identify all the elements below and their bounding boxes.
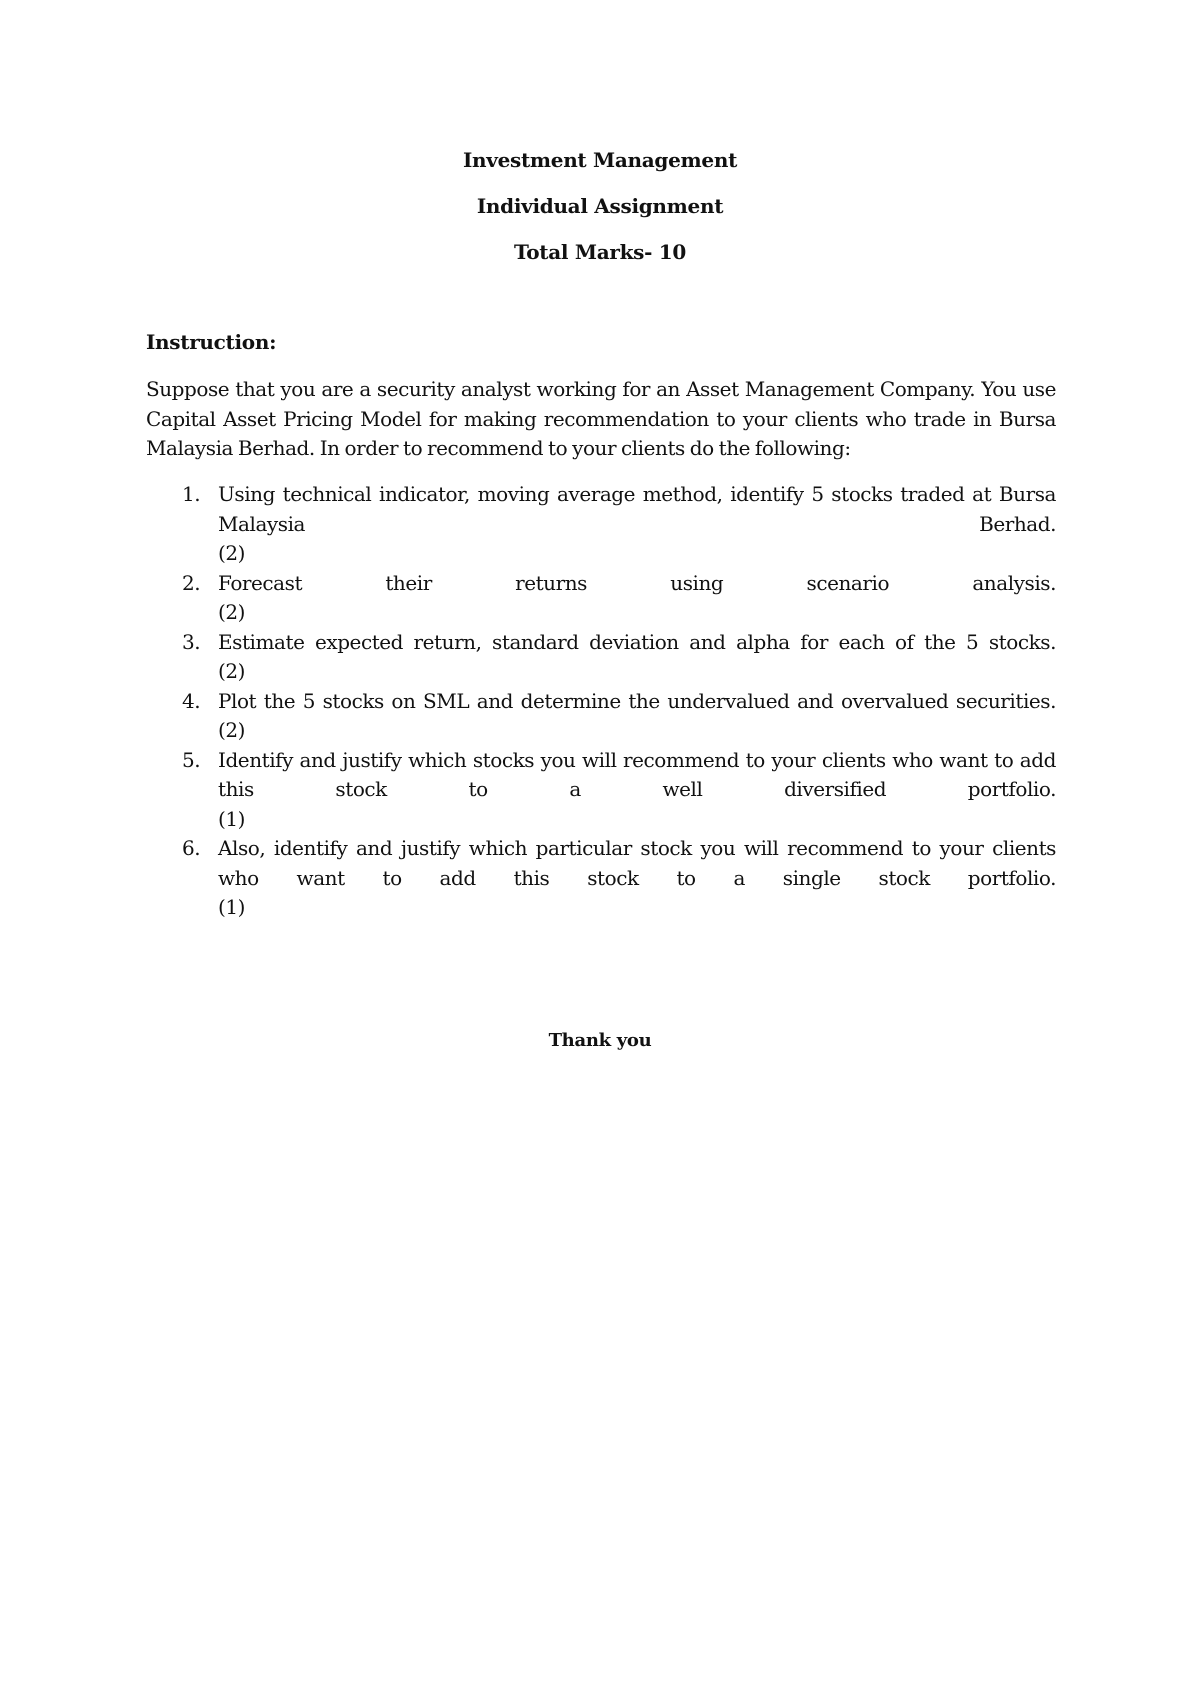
task-number: 1. bbox=[182, 482, 201, 506]
task-number: 5. bbox=[182, 747, 201, 772]
task-item bbox=[146, 834, 1056, 923]
task-text: Also, identify and justify which particular stock you will recommend to your clients who want to add this stock to a single stock portfolio. bbox=[218, 836, 1056, 890]
task-number: 2. bbox=[182, 570, 201, 595]
task-marks: (1) bbox=[218, 895, 245, 919]
task-text: Estimate expected return, standard deviation and alpha for each of the 5 stocks. bbox=[218, 629, 1056, 654]
task-text: Plot the 5 stocks on SML and determine the undervalued and overvalued securities. bbox=[218, 688, 1056, 713]
instruction-label: Instruction: bbox=[146, 330, 277, 354]
task-marks: (1) bbox=[218, 806, 245, 831]
task-item bbox=[146, 746, 1056, 835]
task-number: 3. bbox=[182, 629, 201, 654]
closing-text: Thank you bbox=[548, 1030, 652, 1051]
task-number: 4. bbox=[182, 688, 201, 713]
task-item bbox=[146, 687, 1056, 746]
task-text: Forecast their returns using scenario analysis. bbox=[218, 570, 1056, 595]
course-title: Investment Management bbox=[462, 148, 738, 172]
task-marks: (2) bbox=[218, 541, 245, 565]
assignment-type: Individual Assignment bbox=[476, 194, 724, 218]
task-list bbox=[146, 480, 1056, 923]
intro-paragraph: Suppose that you are a security analyst working for an Asset Management Company. You use Capital Asset Pricing Model for making recommendation to your clients who trade in Bursa Malaysia Berhad. In order to recommend to your clients do the following: bbox=[146, 377, 1056, 460]
task-text: Using technical indicator, moving average method, identify 5 stocks traded at Bursa Malaysia Berhad. bbox=[218, 482, 1056, 536]
task-item bbox=[146, 628, 1056, 687]
total-marks: Total Marks- 10 bbox=[513, 240, 687, 264]
task-item bbox=[146, 569, 1056, 628]
task-item bbox=[146, 480, 1056, 569]
task-marks: (2) bbox=[218, 659, 245, 683]
task-number: 6. bbox=[182, 836, 201, 860]
task-marks: (2) bbox=[218, 718, 245, 742]
task-marks: (2) bbox=[218, 600, 245, 624]
task-text: Identify and justify which stocks you will recommend to your clients who want to add this stock to a well diversified portfolio. bbox=[218, 747, 1056, 801]
